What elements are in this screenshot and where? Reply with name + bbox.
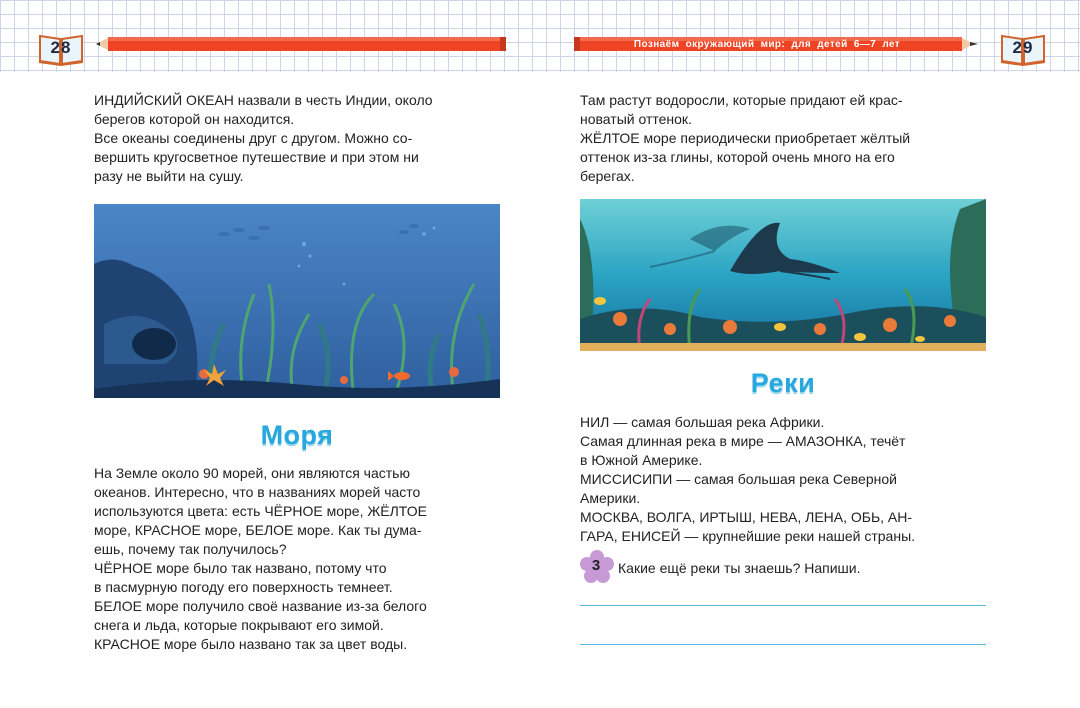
text-line: На Земле около 90 морей, они являются частью xyxy=(94,465,410,481)
answer-line-2[interactable] xyxy=(580,644,986,645)
text-line: вершить кругосветное путешествие и при этом ни xyxy=(94,149,419,165)
seas-body-text xyxy=(94,464,500,654)
text-line: БЕЛОЕ море получило своё название из-за белого xyxy=(94,598,427,614)
text-line: в пасмурную погоду его поверхность темнеет. xyxy=(94,579,393,595)
text-line: снега и льда, которые покрывают его зимой. xyxy=(94,617,384,633)
sea-floor-illustration xyxy=(94,204,500,398)
text-line: берегов которой он находится. xyxy=(94,111,295,127)
text-line: море, КРАСНОЕ море, БЕЛОЕ море. Как ты дума- xyxy=(94,522,422,538)
text-line: ГАРА, ЕНИСЕЙ — крупнейшие реки нашей страны. xyxy=(580,528,916,544)
text-line: КРАСНОЕ море было названо так за цвет воды. xyxy=(94,636,408,652)
page-number-left-text: 28 xyxy=(50,38,72,57)
page-number-left xyxy=(38,32,84,66)
text-line: используются цвета: есть ЧЁРНОЕ море, ЖЁЛТОЕ xyxy=(94,503,427,519)
text-line: новатый оттенок. xyxy=(580,111,692,127)
text-line: разу не выйти на сушу. xyxy=(94,168,244,184)
text-line: МИССИСИПИ — самая большая река Северной xyxy=(580,471,897,487)
text-line: океанов. Интересно, что в названиях морей часто xyxy=(94,484,421,500)
page-number-right xyxy=(1000,32,1046,66)
page-number-right-text: 29 xyxy=(1012,38,1034,57)
right-intro-text xyxy=(580,91,986,186)
text-line: Там растут водоросли, которые придают ей крас- xyxy=(580,92,903,108)
text-line: ешь, почему так получилось? xyxy=(94,541,287,557)
text-line: Самая длинная река в мире — АМАЗОНКА, течёт xyxy=(580,433,906,449)
task-3 xyxy=(580,550,1000,586)
coral-reef-illustration xyxy=(580,199,986,351)
rivers-body-text xyxy=(580,413,986,546)
left-intro-text xyxy=(94,91,500,186)
seas-heading: Моря xyxy=(260,420,334,450)
pencil-decoration-left xyxy=(96,34,508,54)
answer-line-1[interactable] xyxy=(580,605,986,606)
text-line: берегах. xyxy=(580,168,635,184)
text-line: Все океаны соединены друг с другом. Можно со- xyxy=(94,130,413,146)
text-line: в Южной Америке. xyxy=(580,452,703,468)
book-series-title: Познаём окружающий мир: для детей 6—7 лет xyxy=(633,39,901,50)
text-line: Америки. xyxy=(580,490,641,506)
task-number: 3 xyxy=(591,557,601,574)
text-line: МОСКВА, ВОЛГА, ИРТЫШ, НЕВА, ЛЕНА, ОБЬ, АН- xyxy=(580,509,913,525)
text-line: ЖЁЛТОЕ море периодически приобретает жёлтый xyxy=(580,130,911,146)
text-line: оттенок из-за глины, которой очень много на его xyxy=(580,149,895,165)
rivers-heading: Реки xyxy=(750,368,816,398)
text-line: ЧЁРНОЕ море было так названо, потому что xyxy=(94,560,387,576)
text-line: НИЛ — самая большая река Африки. xyxy=(580,414,825,430)
text-line: ИНДИЙСКИЙ ОКЕАН назвали в честь Индии, около xyxy=(94,92,433,108)
task-question: Какие ещё реки ты знаешь? Напиши. xyxy=(618,560,861,576)
